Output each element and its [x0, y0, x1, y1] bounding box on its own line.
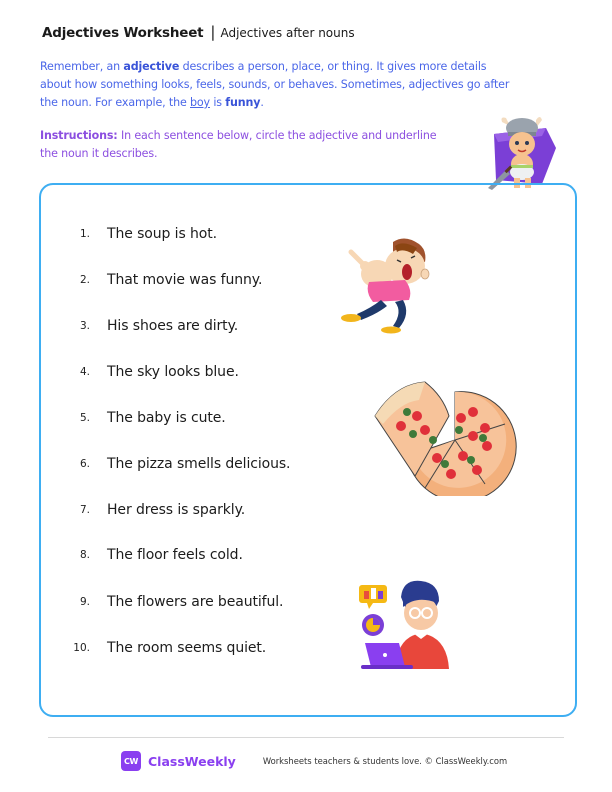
sentence-item-1: [70, 224, 217, 244]
sentence-text: The pizza smells delicious.: [107, 456, 291, 472]
sentence-text: Her dress is sparkly.: [107, 502, 246, 518]
sentence-item-9: [70, 592, 283, 612]
example-adjective: funny: [225, 96, 261, 109]
sentence-item-7: [70, 500, 245, 520]
sentence-item-10: [70, 638, 266, 658]
sentence-item-8: [70, 545, 243, 565]
intro-text: .: [260, 96, 264, 109]
intro-text: Remember, an: [40, 60, 124, 73]
sentence-number: 1.: [79, 228, 90, 240]
sentence-text: The baby is cute.: [107, 410, 226, 426]
example-noun: boy: [190, 96, 210, 109]
sentence-number: 9.: [79, 596, 90, 608]
instructions-text: In each sentence below, circle the adjective and underline the noun it describes.: [40, 129, 437, 160]
laughing-boy-illustration: [333, 234, 443, 334]
sentence-text: The room seems quiet.: [107, 640, 267, 656]
sentence-text: The floor feels cold.: [107, 547, 243, 563]
sentence-text: The flowers are beautiful.: [107, 594, 284, 610]
classweekly-logo-icon: CW: [121, 751, 141, 771]
footer-divider: [48, 737, 564, 738]
sentence-item-5: [70, 408, 226, 428]
student-laptop-illustration: [355, 575, 455, 673]
sentence-item-4: [70, 362, 239, 382]
sentence-item-3: [70, 316, 238, 336]
sentence-item-6: [70, 454, 290, 474]
sentence-number: 10.: [73, 642, 90, 654]
viking-baby-illustration: [484, 114, 564, 190]
sentence-number: 4.: [79, 366, 90, 378]
footer: [121, 750, 507, 772]
sentence-number: 3.: [79, 320, 90, 332]
sentence-text: His shoes are dirty.: [107, 318, 239, 334]
sentence-number: 5.: [79, 412, 90, 424]
sentence-number: 6.: [79, 458, 90, 470]
sentence-item-2: [70, 270, 262, 290]
brand-name: ClassWeekly: [148, 753, 236, 769]
title-separator: |: [210, 23, 216, 41]
instructions-paragraph: [40, 127, 440, 163]
intro-paragraph: [40, 58, 510, 112]
pizza-illustration: [355, 376, 520, 496]
worksheet-header: [42, 23, 355, 43]
intro-text: describes a person, place, or thing. It gives more details about how something looks, feels, sounds, or behaves. Sometimes, adjectives go after the noun. For example, the: [40, 60, 510, 109]
sentence-number: 7.: [79, 504, 90, 516]
sentence-text: That movie was funny.: [107, 272, 263, 288]
intro-text: is: [209, 96, 226, 109]
sentence-number: 8.: [79, 549, 90, 561]
worksheet-subtitle: Adjectives after nouns: [220, 26, 355, 40]
instructions-label: Instructions:: [40, 129, 118, 142]
intro-keyword-adjective: adjective: [123, 60, 180, 73]
sentence-number: 2.: [79, 274, 90, 286]
sentence-text: The soup is hot.: [107, 226, 217, 242]
sentence-text: The sky looks blue.: [107, 364, 239, 380]
footer-tagline: Worksheets teachers & students love. © ClassWeekly.com: [262, 756, 508, 766]
worksheet-title: Adjectives Worksheet: [42, 25, 204, 41]
